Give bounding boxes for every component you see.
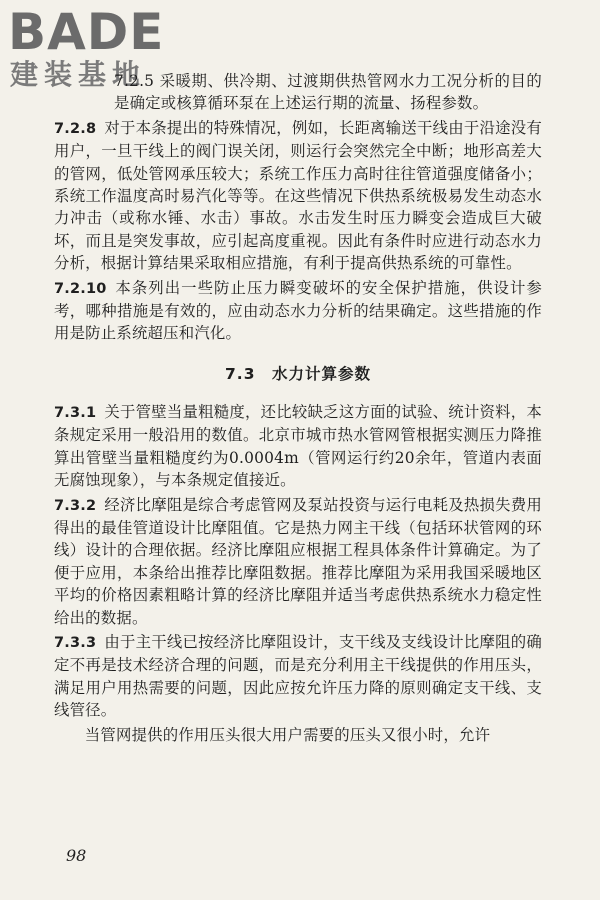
clause-number: 7.3.2 (54, 497, 97, 514)
clause-text: 对于本条提出的特殊情况，例如，长距离输送干线由于沿途没有用户，一旦干线上的阀门误关闭，则运行会突然完全中断；地形高差大的管网，低处管网承压较大；系统工作压力高时往往管道强度储备小；系统工作温度高时易汽化等等。在这些情况下供热系统极易发生动态水力冲击（或称水锤、水击）事故。水击发生时压力瞬变会造成巨大破坏，而且是突发事故，应引起高度重视。因此有条件时应进行动态水力分析，根据计算结果采取相应措施，有利于提高供热系统的可靠性。 (54, 118, 542, 273)
clause-text: 经济比摩阻是综合考虑管网及泵站投资与运行电耗及热损失费用得出的最佳管道设计比摩阻值。它是热力网主干线（包括环状管网的环线）设计的合理依据。经济比摩阻应根据工程具体条件计算确定。为了便于应用，本条给出推荐比摩阻数据。推荐比摩阻为采用我国采暖地区平均的价格因素粗略计算的经济比摩阻并适当考虑供热系统水力稳定性给出的数据。 (54, 495, 542, 627)
section-heading: 7.3 水力计算参数 (225, 364, 371, 383)
paragraph-7-3-3 (54, 631, 542, 722)
clause-number: 7.3.1 (54, 404, 97, 421)
continuation-paragraph: 当管网提供的作用压头很大用户需要的压头又很小时，允许 (84, 725, 491, 744)
paragraph-7-2-10 (54, 277, 542, 345)
page-number: 98 (66, 846, 87, 865)
logo-subtitle: 建装基地 (10, 58, 147, 91)
paragraph-7-2-8 (54, 117, 542, 275)
clause-number: 7.3.3 (54, 634, 97, 651)
paragraph-7-3-1 (54, 401, 542, 492)
paragraph-7-2-5: 7.2.5 采暖期、供冷期、过渡期供热管网水力工况分析的目的是确定或核算循环泵在上述运行期的流量、扬程参数。 (114, 72, 542, 113)
paragraph-7-3-2 (54, 494, 542, 629)
clause-number: 7.2.8 (54, 120, 97, 137)
page-body (54, 70, 542, 746)
clause-text: 由于主干线已按经济比摩阻设计，支干线及支线设计比摩阻的确定不再是技术经济合理的问题，而是充分利用主干线提供的作用压头，满足用户用热需要的问题，因此应按允许压力降的原则确定支干线、支线管径。 (54, 632, 542, 720)
logo-wordmark: BADE (8, 3, 165, 61)
clause-number: 7.2.10 (54, 280, 107, 297)
clause-text: 本条列出一些防止压力瞬变破坏的安全保护措施，供设计参考，哪种措施是有效的，应由动态水力分析的结果确定。这些措施的作用是防止系统超压和汽化。 (54, 278, 542, 343)
clause-text: 关于管壁当量粗糙度，还比较缺乏这方面的试验、统计资料，本条规定采用一般沿用的数值。北京市城市热水管网管根据实测压力降推算出管壁当量粗糙度约为0.0004m（管网运行约20余年，管道内表面无腐蚀现象），与本条规定值接近。 (54, 402, 542, 490)
